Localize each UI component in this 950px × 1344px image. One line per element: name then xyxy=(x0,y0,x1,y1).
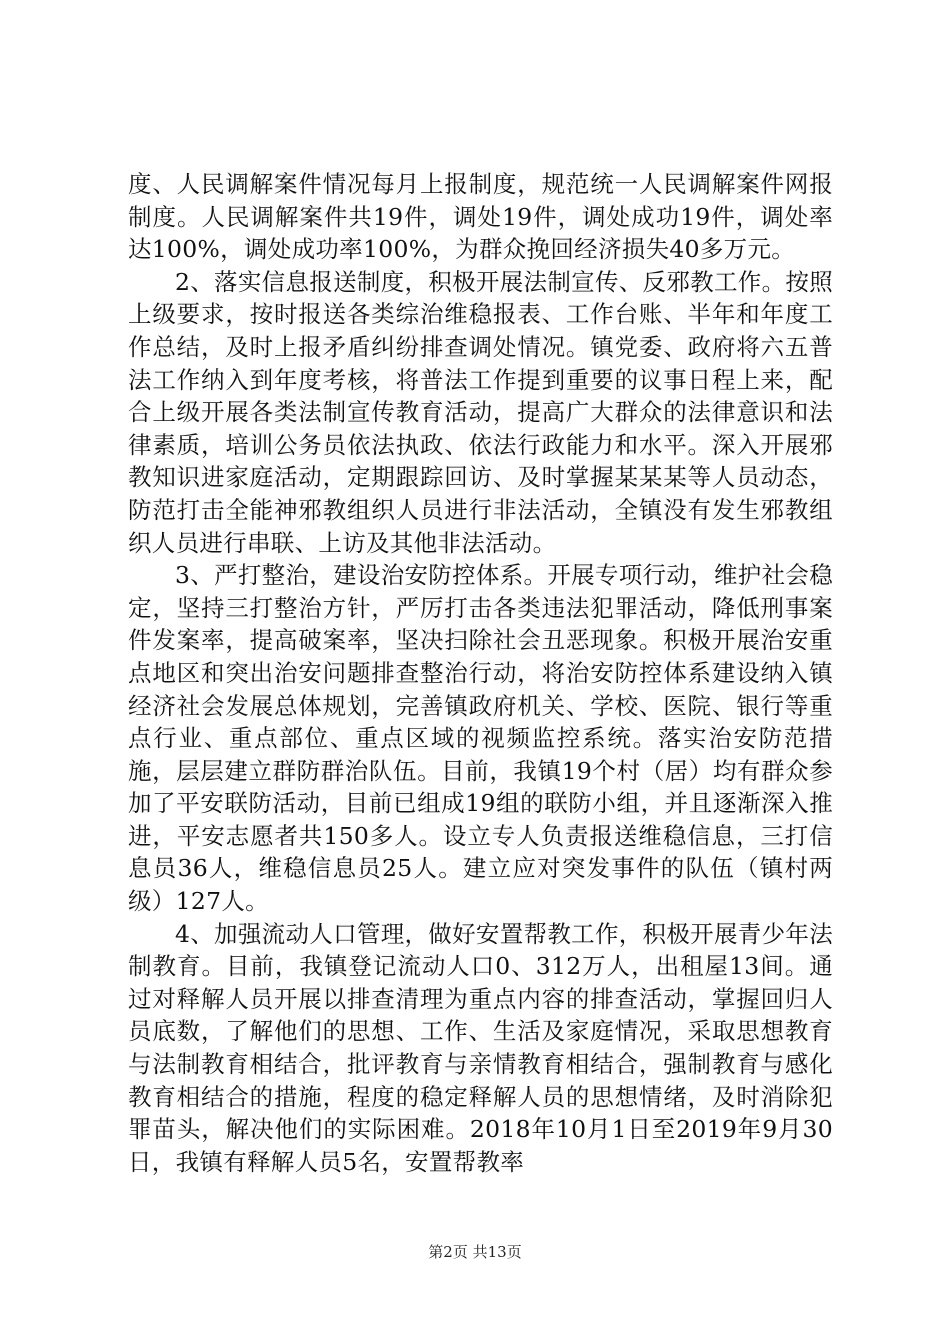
page-footer xyxy=(0,1242,950,1262)
paragraph-item-2: 2、落实信息报送制度，积极开展法制宣传、反邪教工作。按照上级要求，按时报送各类综治维稳报表、工作台账、半年和年度工作总结，及时上报矛盾纠纷排查调处情况。镇党委、政府将六五普法工作纳入到年度考核，将普法工作提到重要的议事日程上来，配合上级开展各类法制宣传教育活动，提高广大群众的法律意识和法律素质，培训公务员依法执政、依法行政能力和水平。深入开展邪教知识进家庭活动，定期跟踪回访、及时掌握某某某等人员动态，防范打击全能神邪教组织人员进行非法活动，全镇没有发生邪教组织人员进行串联、上访及其他非法活动。 xyxy=(128,267,833,557)
paragraph-item-4: 4、加强流动人口管理，做好安置帮教工作，积极开展青少年法制教育。目前，我镇登记流动人口0、312万人，出租屋13间。通过对释解人员开展以排查清理为重点内容的排查活动，掌握回归人员底数，了解他们的思想、工作、生活及家庭情况，采取思想教育与法制教育相结合，批评教育与亲情教育相结合，强制教育与感化教育相结合的措施，程度的稳定释解人员的思想情绪，及时消除犯罪苗头，解决他们的实际困难。2018年10月1日至2019年9月30日，我镇有释解人员5名，安置帮教率 xyxy=(128,919,833,1176)
paragraph-continuation: 度、人民调解案件情况每月上报制度，规范统一人民调解案件网报制度。人民调解案件共19件，调处19件，调处成功19件，调处率达100%，调处成功率100%，为群众挽回经济损失40多万元。 xyxy=(128,170,833,264)
body-text xyxy=(128,168,833,1178)
paragraph-item-3: 3、严打整治，建设治安防控体系。开展专项行动，维护社会稳定，坚持三打整治方针，严厉打击各类违法犯罪活动，降低刑事案件发案率，提高破案率，坚决扫除社会丑恶现象。积极开展治安重点地区和突出治安问题排查整治行动，将治安防控体系建设纳入镇经济社会发展总体规划，完善镇政府机关、学校、医院、银行等重点行业、重点部位、重点区域的视频监控系统。落实治安防范措施，层层建立群防群治队伍。目前，我镇19个村（居）均有群众参加了平安联防活动，目前已组成19组的联防小组，并且逐渐深入推进，平安志愿者共150多人。设立专人负责报送维稳信息，三打信息员36人，维稳信息员25人。建立应对突发事件的队伍（镇村两级）127人。 xyxy=(128,561,833,916)
page-number: 第2页 共13页 xyxy=(428,1243,522,1261)
